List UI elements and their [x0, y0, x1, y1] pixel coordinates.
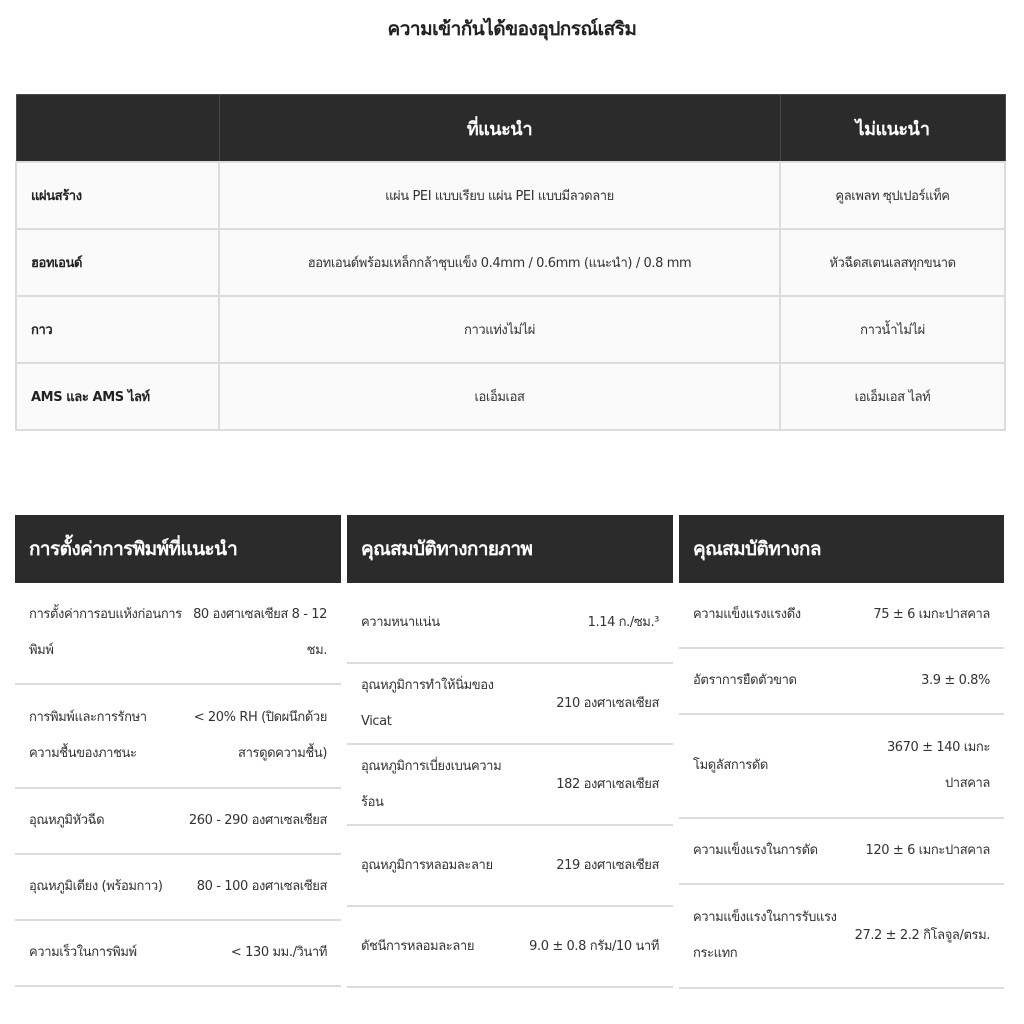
property-value: < 20% RH (ปิดผนึกด้วยสารดูดความชื้น)	[193, 710, 327, 761]
card-title: คุณสมบัติทางกายภาพ	[347, 515, 673, 583]
list-item	[15, 855, 341, 921]
property-label: อุณหภูมิหัวฉีด	[29, 813, 105, 828]
card-title: การตั้งค่าการพิมพ์ที่แนะนำ	[15, 515, 341, 583]
property-value: 3670 ± 140 เมกะปาสคาล	[886, 740, 990, 791]
compatibility-table	[15, 94, 1006, 431]
recommended-cell: เอเอ็มเอส	[219, 363, 780, 430]
list-item	[679, 583, 1004, 649]
property-value: 210 องศาเซลเซียส	[556, 695, 659, 711]
property-value: 9.0 ± 0.8 กรัม/10 นาที	[529, 938, 659, 954]
recommended-cell: แผ่น PEI แบบเรียบ แผ่น PEI แบบมีลวดลาย	[219, 162, 780, 229]
list-item	[679, 649, 1004, 715]
list-item	[679, 885, 1004, 989]
physical-properties-card	[347, 515, 673, 988]
table-row	[16, 296, 1005, 363]
header-not-recommended: ไม่แนะนำ	[780, 95, 1005, 163]
not-recommended-cell: เอเอ็มเอส ไลท์	[780, 363, 1005, 430]
table-row	[16, 229, 1005, 296]
property-label: อุณหภูมิการเบี่ยงเบนความร้อน	[361, 758, 502, 810]
property-label: อัตราการยืดตัวขาด	[693, 673, 797, 688]
property-value: 80 องศาเซลเซียส 8 - 12 ชม.	[193, 607, 327, 658]
property-value: 182 องศาเซลเซียส	[556, 776, 659, 792]
list-item	[347, 583, 673, 664]
property-label: การพิมพ์และการรักษาความชื้นของภาชนะ	[29, 710, 147, 761]
not-recommended-cell: คูลเพลท ซุปเปอร์แท็ค	[780, 162, 1005, 229]
property-label: ความแข็งแรงในการดัด	[693, 843, 818, 858]
not-recommended-cell: หัวฉีดสเตนเลสทุกขนาด	[780, 229, 1005, 296]
property-value: 120 ± 6 เมกะปาสคาล	[865, 843, 990, 858]
row-label: แผ่นสร้าง	[16, 162, 219, 229]
property-label: ดัชนีการหลอมละลาย	[361, 938, 475, 954]
recommended-cell: ฮอทเอนด์พร้อมเหล็กกล้าชุบแข็ง 0.4mm / 0.6mm (แนะนำ) / 0.8 mm	[219, 229, 780, 296]
list-item	[347, 664, 673, 745]
property-label: อุณหภูมิเตียง (พร้อมกาว)	[29, 879, 163, 894]
header-empty	[16, 95, 219, 163]
list-item	[15, 921, 341, 987]
row-label: ฮอทเอนด์	[16, 229, 219, 296]
list-item	[347, 826, 673, 907]
card-title: คุณสมบัติทางกล	[679, 515, 1004, 583]
property-value: 3.9 ± 0.8%	[921, 673, 990, 688]
list-item	[679, 715, 1004, 819]
property-value: 80 - 100 องศาเซลเซียส	[196, 879, 327, 894]
list-item	[15, 789, 341, 855]
mechanical-properties-card	[679, 515, 1004, 989]
property-value: 260 - 290 องศาเซลเซียส	[188, 813, 327, 828]
property-label: ความหนาแน่น	[361, 614, 440, 630]
print-settings-card	[15, 515, 341, 987]
list-item	[347, 745, 673, 826]
property-label: อุณหภูมิการหลอมละลาย	[361, 857, 493, 873]
property-label: ความแข็งแรงในการรับแรงกระแทก	[693, 910, 837, 961]
list-item	[15, 685, 341, 789]
property-label: ความแข็งแรงแรงดึง	[693, 607, 801, 622]
property-label: การตั้งค่าการอบแห้งก่อนการพิมพ์	[29, 607, 182, 658]
property-label: โมดูลัสการดัด	[693, 758, 768, 773]
header-recommended: ที่แนะนำ	[219, 95, 780, 163]
not-recommended-cell: กาวน้ำไม่ไผ่	[780, 296, 1005, 363]
list-item	[15, 583, 341, 685]
property-value: 27.2 ± 2.2 กิโลจูล/ตรม.	[854, 928, 990, 943]
row-label: AMS และ AMS ไลท์	[16, 363, 219, 430]
property-value: 219 องศาเซลเซียส	[556, 857, 659, 873]
property-value: 75 ± 6 เมกะปาสคาล	[873, 607, 990, 622]
page-title: ความเข้ากันได้ของอุปกรณ์เสริม	[387, 18, 637, 40]
table-row	[16, 162, 1005, 229]
property-value: 1.14 ก./ซม.³	[587, 614, 659, 630]
list-item	[347, 907, 673, 988]
list-item	[679, 819, 1004, 885]
recommended-cell: กาวแท่งไม่ไผ่	[219, 296, 780, 363]
property-value: < 130 มม./วินาที	[230, 945, 327, 960]
property-label: อุณหภูมิการทำให้นิ่มของ Vicat	[361, 677, 494, 729]
property-label: ความเร็วในการพิมพ์	[29, 945, 137, 960]
row-label: กาว	[16, 296, 219, 363]
table-header-row	[16, 95, 1005, 163]
table-row	[16, 363, 1005, 430]
